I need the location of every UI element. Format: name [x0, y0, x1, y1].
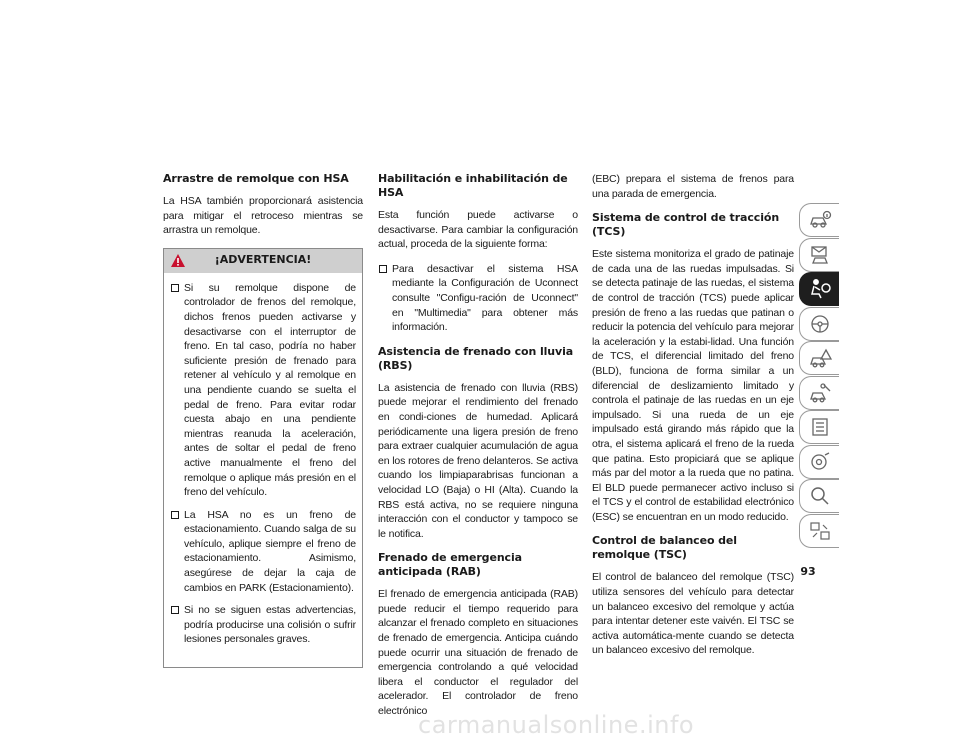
section-heading-rbs: Asistencia de frenado con lluvia (RBS)	[378, 344, 574, 372]
warning-title: ¡ADVERTENCIA!	[214, 253, 312, 267]
warning-list	[164, 273, 362, 657]
column-1	[163, 172, 363, 668]
chapter-tabs	[799, 203, 841, 548]
checkbox-bullet-icon	[379, 265, 387, 273]
warning-header	[164, 249, 362, 273]
warning-item: Si su remolque dispone de controlador de frenos del remolque, dichos frenos pueden activarse y desactivarse con el interruptor de freno. En tal caso, podría no haber suficiente presión de frenado para retener al vehículo y al remolque en una pendiente cuando se suelta el pedal de freno. Para evitar rodar cuesta abajo en una pendiente mientras reanuda la aceleración, antes de soltar el pedal de freno active manualmente el freno del remolque o aplique más presión en el freno del vehículo.	[170, 281, 356, 500]
car-message-icon	[808, 244, 832, 266]
warning-triangle-icon	[170, 253, 186, 268]
tab-car-info[interactable]	[799, 203, 839, 237]
steering-wheel-icon	[808, 313, 832, 335]
section-heading-tcs: Sistema de control de tracción (TCS)	[592, 211, 780, 239]
paragraph-hsa-enable: Esta función puede activarse o desactivarse. Para cambiar la configuración actual, proceda de la siguiente forma:	[378, 209, 578, 251]
tab-car-message[interactable]	[799, 238, 839, 272]
warning-item: La HSA no es un freno de estacionamiento. Cuando salga de su vehículo, aplique siempre el freno de estacionamiento. Asimismo, asegúrese de dejar la caja de cambios en PARK (Estacionamiento).	[170, 508, 356, 596]
tab-safety[interactable]	[799, 272, 839, 306]
car-warning-icon	[808, 347, 832, 369]
list-item: Para desactivar el sistema HSA mediante la Configuración de Uconnect consulte "Configu-ración de Uconnect" en "Multimedia" para obtener más información.	[378, 262, 578, 335]
tab-languages[interactable]	[799, 514, 839, 548]
languages-icon	[808, 520, 832, 542]
checkbox-bullet-icon	[171, 284, 179, 292]
section-heading-tsc: Control de balanceo del remolque (TSC)	[592, 534, 737, 562]
page-number: 93	[800, 565, 816, 578]
paragraph-rab: El frenado de emergencia anticipada (RAB) puede reducir el tiempo requerido para alcanzar el frenado completo en situaciones de frenado de emergencia. Anticipa cuándo puede ocurrir una situación de frenado de emergencia controlando a qué velocidad libera el conductor el regulador del acelerador. El controlador de freno electrónico	[378, 588, 578, 718]
warning-item: Si no se siguen estas advertencias, podría producirse una colisión o sufrir lesiones personales graves.	[170, 603, 356, 647]
car-info-icon	[808, 209, 832, 231]
paragraph-tsc: El control de balanceo del remolque (TSC) utiliza sensores del vehículo para detectar un balanceo excesivo del remolque y actúa para intentar detener este vaivén. El TSC se activa automática-mente cuando se detecta un balanceo excesivo del remolque.	[592, 571, 794, 657]
tab-emergency[interactable]	[799, 341, 839, 375]
tab-index[interactable]	[799, 479, 839, 513]
paragraph-tcs: Este sistema monitoriza el grado de patinaje de cada una de las ruedas impulsadas. Si se detecta patinaje de las ruedas, el sistema de control de tracción (TCS) puede aplicar presión de freno a las ruedas que patinan o reducir la potencia del vehículo para mejorar la aceleración y la estabi-lidad. Una función de TCS, el diferencial limitado del freno (BLD), funciona de forma similar a un diferencial de deslizamiento limitado y controla el patinaje de las ruedas en un eje impulsado. Si una rueda de un eje impulsado está girando más rápido que la otra, el sistema aplicará el freno de la rueda que patina. Esto propiciará que se aplique más par del motor a la rueda que no patina. El BLD puede permanecer activo incluso si el TCS y el control de estabilidad electrónico (ESC) se encuentran en un modo reducido.	[592, 248, 794, 523]
magnifier-index-icon	[808, 485, 832, 507]
tab-driving[interactable]	[799, 307, 839, 341]
watermark: carmanualsonline.info	[418, 711, 695, 739]
tab-multimedia[interactable]	[799, 445, 839, 479]
warning-box	[163, 248, 363, 668]
multimedia-icon	[808, 451, 832, 473]
paragraph-ebc-continued: (EBC) prepara el sistema de frenos para una parada de emergencia.	[592, 173, 794, 200]
tab-servicing[interactable]	[799, 376, 839, 410]
section-heading-rab: Frenado de emergencia anticipada (RAB)	[378, 551, 522, 579]
paragraph-hsa-towing: La HSA también proporcionará asistencia para mitigar el retroceso mientras se arrastra un remolque.	[163, 195, 363, 237]
checkbox-bullet-icon	[171, 606, 179, 614]
column-2	[378, 172, 578, 729]
airbag-seat-icon	[808, 278, 832, 300]
specifications-list-icon	[808, 416, 832, 438]
checkbox-bullet-icon	[171, 511, 179, 519]
tab-specifications[interactable]	[799, 410, 839, 444]
car-wrench-icon	[808, 382, 832, 404]
bullet-list	[378, 262, 578, 335]
section-heading-hsa-enable: Habilitación e inhabilitación de HSA	[378, 172, 568, 199]
column-3	[592, 172, 794, 668]
paragraph-rbs: La asistencia de frenado con lluvia (RBS) puede mejorar el rendimiento del frenado en condi-ciones de humedad. Aplicará periódicamente una ligera presión de freno para extraer cualquier acumulación de agua en los rotores de freno delanteros. Se activa cuando los limpiaparabrisas funcionan a velocidad LO (Baja) o HI (Alta). Cuando la RBS está activa, no se requiere ninguna interacción con el conductor y tampoco se le notifica.	[378, 381, 578, 540]
section-heading-hsa-towing: Arrastre de remolque con HSA	[163, 172, 349, 185]
